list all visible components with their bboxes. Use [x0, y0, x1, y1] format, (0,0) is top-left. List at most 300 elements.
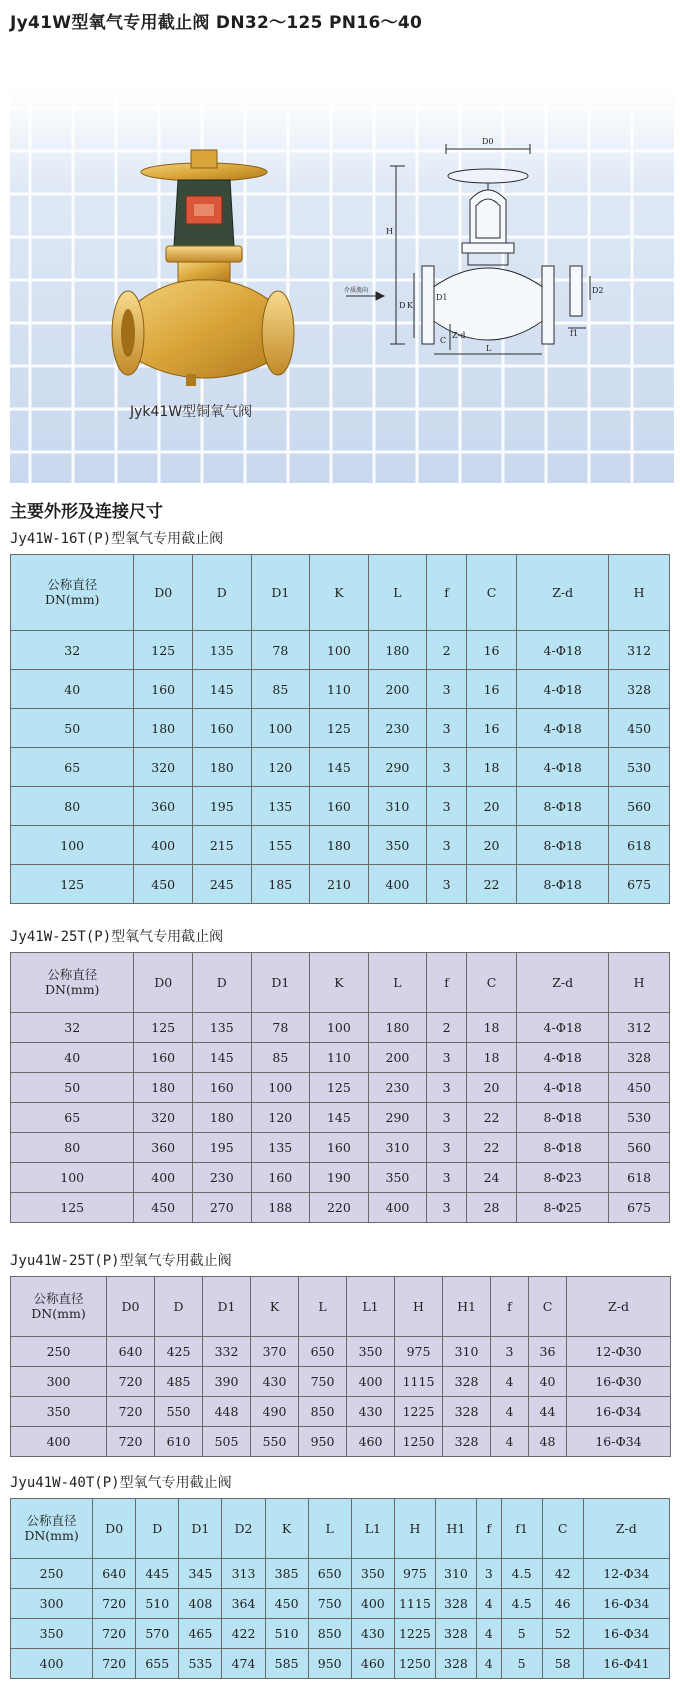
table-cell: 750 — [299, 1367, 347, 1397]
table-cell: 975 — [394, 1559, 435, 1589]
table-cell: 145 — [310, 1103, 369, 1133]
table-cell: 160 — [251, 1163, 310, 1193]
table-cell: 16-Φ34 — [567, 1397, 671, 1427]
header-cell: K — [310, 953, 369, 1013]
table-cell: 510 — [265, 1619, 308, 1649]
header-cell: f1 — [501, 1499, 542, 1559]
table-cell: 4.5 — [501, 1589, 542, 1619]
table-cell: 125 — [134, 1013, 193, 1043]
table-cell: 8-Φ18 — [517, 865, 609, 904]
table-cell: 220 — [310, 1193, 369, 1223]
table-cell: 370 — [251, 1337, 299, 1367]
table-cell: 195 — [192, 1133, 251, 1163]
table-cell: 78 — [251, 631, 310, 670]
table-cell: 125 — [134, 631, 193, 670]
label-d0: D0 — [482, 137, 494, 146]
table-cell: 16-Φ34 — [567, 1427, 671, 1457]
header-cell: C — [466, 953, 516, 1013]
table-cell: 550 — [251, 1427, 299, 1457]
table-cell: 12-Φ30 — [567, 1337, 671, 1367]
header-cell: Z-d — [567, 1277, 671, 1337]
cell-dn: 32 — [11, 631, 134, 670]
table-cell: 510 — [136, 1589, 179, 1619]
page-title: Jy41W型氧气专用截止阀 DN32～125 PN16～40 — [10, 13, 423, 33]
table-cell: 48 — [529, 1427, 567, 1457]
cell-dn: 80 — [11, 1133, 134, 1163]
table-title-2: Jy41W-25T(P)型氧气专用截止阀 — [10, 929, 224, 945]
table-row — [11, 1337, 671, 1367]
table-cell: 320 — [134, 748, 193, 787]
table-cell: 3 — [427, 748, 467, 787]
table-cell: 650 — [308, 1559, 351, 1589]
table-row — [11, 748, 670, 787]
table-cell: 180 — [192, 748, 251, 787]
header-dn — [11, 953, 134, 1013]
table-cell: 8-Φ18 — [517, 1103, 609, 1133]
header-cell: C — [542, 1499, 583, 1559]
table-cell: 1225 — [395, 1397, 443, 1427]
table-cell: 332 — [203, 1337, 251, 1367]
header-cell: f — [491, 1277, 529, 1337]
hero-illustration — [10, 88, 674, 483]
table-cell: 650 — [299, 1337, 347, 1367]
table-cell: 3 — [427, 826, 467, 865]
table-cell: 20 — [466, 826, 516, 865]
table-cell: 230 — [368, 1073, 427, 1103]
table-cell: 3 — [427, 1133, 467, 1163]
table-cell: 5 — [501, 1649, 542, 1679]
table-cell: 328 — [443, 1427, 491, 1457]
table-cell: 78 — [251, 1013, 310, 1043]
table-cell: 490 — [251, 1397, 299, 1427]
table-cell: 4 — [491, 1427, 529, 1457]
table-cell: 180 — [134, 1073, 193, 1103]
header-dn-line1: 公称直径 — [47, 967, 98, 983]
label-flow: 介质流向 — [344, 287, 369, 294]
table-row — [11, 787, 670, 826]
header-cell: f — [476, 1499, 501, 1559]
table-cell: 46 — [542, 1589, 583, 1619]
table-cell: 505 — [203, 1427, 251, 1457]
cell-dn: 65 — [11, 748, 134, 787]
table-cell: 445 — [136, 1559, 179, 1589]
header-cell: D1 — [203, 1277, 251, 1337]
table-row — [11, 631, 670, 670]
table-cell: 20 — [466, 1073, 516, 1103]
header-cell: L — [308, 1499, 351, 1559]
table-cell: 460 — [351, 1649, 394, 1679]
table-row — [11, 1193, 670, 1223]
table-cell: 180 — [192, 1103, 251, 1133]
table-cell: 3 — [427, 1073, 467, 1103]
label-h: H — [386, 227, 393, 236]
table-row — [11, 1649, 670, 1679]
header-cell: D1 — [179, 1499, 222, 1559]
table-cell: 720 — [107, 1397, 155, 1427]
cell-dn: 80 — [11, 787, 134, 826]
table-row — [11, 1589, 670, 1619]
table-row — [11, 826, 670, 865]
table-row — [11, 709, 670, 748]
cell-dn: 350 — [11, 1397, 107, 1427]
header-cell: D — [155, 1277, 203, 1337]
product-hero — [10, 88, 674, 483]
table-cell: 135 — [192, 1013, 251, 1043]
header-cell: K — [310, 555, 369, 631]
table-header-row — [11, 1499, 670, 1559]
table-cell: 16 — [466, 631, 516, 670]
table-cell: 450 — [609, 1073, 670, 1103]
table-cell: 4-Φ18 — [517, 1013, 609, 1043]
table-cell: 560 — [609, 787, 670, 826]
table-cell: 328 — [609, 670, 670, 709]
table-cell: 640 — [107, 1337, 155, 1367]
table-cell: 400 — [134, 1163, 193, 1193]
table-cell: 160 — [134, 670, 193, 709]
table-cell: 4-Φ18 — [517, 1073, 609, 1103]
header-cell: H — [395, 1277, 443, 1337]
table-cell: 190 — [310, 1163, 369, 1193]
table-cell: 290 — [368, 1103, 427, 1133]
table-cell: 675 — [609, 1193, 670, 1223]
table-cell: 530 — [609, 1103, 670, 1133]
table-cell: 36 — [529, 1337, 567, 1367]
table-cell: 58 — [542, 1649, 583, 1679]
table-cell: 618 — [609, 1163, 670, 1193]
table-cell: 215 — [192, 826, 251, 865]
table-cell: 16 — [466, 670, 516, 709]
table-cell: 313 — [222, 1559, 265, 1589]
table-cell: 4 — [476, 1619, 501, 1649]
header-cell: C — [466, 555, 516, 631]
table-cell: 3 — [427, 865, 467, 904]
table-cell: 8-Φ18 — [517, 787, 609, 826]
table-cell: 3 — [427, 1103, 467, 1133]
table-cell: 530 — [609, 748, 670, 787]
table-cell: 180 — [134, 709, 193, 748]
table-cell: 145 — [310, 748, 369, 787]
table-cell: 85 — [251, 670, 310, 709]
table-cell: 4 — [491, 1367, 529, 1397]
spec-table-25t — [10, 952, 670, 1223]
table-cell: 408 — [179, 1589, 222, 1619]
table-cell: 720 — [93, 1649, 136, 1679]
section-heading: 主要外形及连接尺寸 — [10, 502, 163, 522]
table-cell: 185 — [251, 865, 310, 904]
table-cell: 180 — [368, 631, 427, 670]
table-cell: 1115 — [394, 1589, 435, 1619]
table-row — [11, 1043, 670, 1073]
table-cell: 1250 — [394, 1649, 435, 1679]
table-header-row — [11, 1277, 671, 1337]
header-dn — [11, 1277, 107, 1337]
table-cell: 425 — [155, 1337, 203, 1367]
table-cell: 390 — [203, 1367, 251, 1397]
header-cell: H — [609, 953, 670, 1013]
table-cell: 430 — [251, 1367, 299, 1397]
table-cell: 474 — [222, 1649, 265, 1679]
table-cell: 155 — [251, 826, 310, 865]
table-cell: 8-Φ18 — [517, 826, 609, 865]
table-cell: 450 — [609, 709, 670, 748]
table-row — [11, 1133, 670, 1163]
table-cell: 270 — [192, 1193, 251, 1223]
table-cell: 52 — [542, 1619, 583, 1649]
table-cell: 350 — [368, 826, 427, 865]
table-cell: 8-Φ25 — [517, 1193, 609, 1223]
cell-dn: 250 — [11, 1337, 107, 1367]
table-cell: 310 — [368, 787, 427, 826]
table-cell: 720 — [107, 1427, 155, 1457]
header-cell: L1 — [351, 1499, 394, 1559]
label-d2: D2 — [592, 286, 604, 295]
table-cell: 1250 — [395, 1427, 443, 1457]
cell-dn: 40 — [11, 1043, 134, 1073]
table-cell: 310 — [368, 1133, 427, 1163]
table-cell: 22 — [466, 1133, 516, 1163]
table-cell: 310 — [435, 1559, 476, 1589]
table-cell: 4 — [476, 1589, 501, 1619]
cell-dn: 100 — [11, 1163, 134, 1193]
header-cell: C — [529, 1277, 567, 1337]
table-title-1: Jy41W-16T(P)型氧气专用截止阀 — [10, 531, 224, 547]
table-cell: 110 — [310, 670, 369, 709]
table-cell: 560 — [609, 1133, 670, 1163]
table-cell: 450 — [265, 1589, 308, 1619]
table-cell: 364 — [222, 1589, 265, 1619]
table-cell: 328 — [435, 1619, 476, 1649]
table-cell: 18 — [466, 1013, 516, 1043]
header-cell: L — [299, 1277, 347, 1337]
table-cell: 3 — [427, 1193, 467, 1223]
header-dn-line2: DN(mm) — [45, 981, 100, 997]
header-cell: f — [427, 555, 467, 631]
table-title-4: Jyu41W-40T(P)型氧气专用截止阀 — [10, 1475, 232, 1491]
header-dn — [11, 555, 134, 631]
header-cell: Z-d — [517, 555, 609, 631]
table-cell: 950 — [299, 1427, 347, 1457]
table-cell: 655 — [136, 1649, 179, 1679]
table-cell: 4-Φ18 — [517, 670, 609, 709]
header-dn-line2: DN(mm) — [45, 591, 100, 607]
table-cell: 4-Φ18 — [517, 709, 609, 748]
header-cell: D0 — [134, 953, 193, 1013]
table-cell: 570 — [136, 1619, 179, 1649]
table-cell: 290 — [368, 748, 427, 787]
table-cell: 22 — [466, 865, 516, 904]
table-cell: 42 — [542, 1559, 583, 1589]
table-cell: 618 — [609, 826, 670, 865]
header-dn-line1: 公称直径 — [33, 1291, 84, 1307]
table-cell: 230 — [368, 709, 427, 748]
table-cell: 950 — [308, 1649, 351, 1679]
table-cell: 18 — [466, 748, 516, 787]
cell-dn: 40 — [11, 670, 134, 709]
table-cell: 160 — [192, 709, 251, 748]
table-cell: 210 — [310, 865, 369, 904]
header-cell: H1 — [435, 1499, 476, 1559]
table-cell: 160 — [310, 1133, 369, 1163]
table-cell: 350 — [368, 1163, 427, 1193]
table-cell: 18 — [466, 1043, 516, 1073]
header-dn-line1: 公称直径 — [26, 1513, 77, 1529]
header-cell: L — [368, 953, 427, 1013]
table-cell: 312 — [609, 631, 670, 670]
label-l: L — [486, 344, 492, 353]
cell-dn: 350 — [11, 1619, 93, 1649]
table-cell: 400 — [368, 865, 427, 904]
table-cell: 16-Φ41 — [583, 1649, 669, 1679]
table-row — [11, 1559, 670, 1589]
header-cell: H — [609, 555, 670, 631]
header-cell: H — [394, 1499, 435, 1559]
cell-dn: 300 — [11, 1589, 93, 1619]
table-cell: 400 — [134, 826, 193, 865]
label-d: D — [399, 301, 406, 310]
table-cell: 720 — [107, 1367, 155, 1397]
table-cell: 360 — [134, 787, 193, 826]
table-cell: 750 — [308, 1589, 351, 1619]
table-cell: 450 — [134, 1193, 193, 1223]
table-row — [11, 1427, 671, 1457]
table-cell: 16 — [466, 709, 516, 748]
table-cell: 320 — [134, 1103, 193, 1133]
table-cell: 180 — [310, 826, 369, 865]
table-cell: 120 — [251, 1103, 310, 1133]
table-cell: 22 — [466, 1103, 516, 1133]
table-cell: 44 — [529, 1397, 567, 1427]
header-cell: D — [192, 953, 251, 1013]
cell-dn: 50 — [11, 709, 134, 748]
header-cell: K — [251, 1277, 299, 1337]
table-cell: 850 — [299, 1397, 347, 1427]
table-cell: 125 — [310, 1073, 369, 1103]
label-d1: D1 — [436, 293, 448, 302]
table-cell: 328 — [443, 1367, 491, 1397]
table-cell: 4-Φ18 — [517, 1043, 609, 1073]
table-cell: 3 — [427, 1043, 467, 1073]
cell-dn: 50 — [11, 1073, 134, 1103]
table-row — [11, 1367, 671, 1397]
table-cell: 200 — [368, 1043, 427, 1073]
table-cell: 195 — [192, 787, 251, 826]
header-cell: D1 — [251, 953, 310, 1013]
table-row — [11, 1163, 670, 1193]
table-cell: 328 — [443, 1397, 491, 1427]
cell-dn: 32 — [11, 1013, 134, 1043]
header-cell: f — [427, 953, 467, 1013]
header-dn-line2: DN(mm) — [31, 1305, 86, 1321]
table-cell: 328 — [435, 1649, 476, 1679]
table-cell: 3 — [427, 709, 467, 748]
table-cell: 40 — [529, 1367, 567, 1397]
table-cell: 85 — [251, 1043, 310, 1073]
table-cell: 245 — [192, 865, 251, 904]
table-cell: 360 — [134, 1133, 193, 1163]
table-cell: 100 — [310, 1013, 369, 1043]
header-cell: D — [192, 555, 251, 631]
header-cell: D0 — [107, 1277, 155, 1337]
table-cell: 5 — [501, 1619, 542, 1649]
header-dn-line2: DN(mm) — [24, 1527, 79, 1543]
header-cell: L — [368, 555, 427, 631]
table-cell: 135 — [192, 631, 251, 670]
table-cell: 12-Φ34 — [583, 1559, 669, 1589]
header-cell: D2 — [222, 1499, 265, 1559]
table-cell: 16-Φ30 — [567, 1367, 671, 1397]
table-cell: 675 — [609, 865, 670, 904]
table-cell: 125 — [310, 709, 369, 748]
table-cell: 400 — [351, 1589, 394, 1619]
table-cell: 188 — [251, 1193, 310, 1223]
table-cell: 200 — [368, 670, 427, 709]
table-cell: 28 — [466, 1193, 516, 1223]
table-cell: 312 — [609, 1013, 670, 1043]
cell-dn: 65 — [11, 1103, 134, 1133]
table-cell: 160 — [192, 1073, 251, 1103]
cell-dn: 400 — [11, 1427, 107, 1457]
table-cell: 720 — [93, 1619, 136, 1649]
cell-dn: 100 — [11, 826, 134, 865]
table-cell: 465 — [179, 1619, 222, 1649]
table-cell: 400 — [368, 1193, 427, 1223]
header-dn-line1: 公称直径 — [47, 577, 98, 593]
table-cell: 4-Φ18 — [517, 748, 609, 787]
table-cell: 145 — [192, 670, 251, 709]
header-cell: Z-d — [583, 1499, 669, 1559]
table-cell: 16-Φ34 — [583, 1619, 669, 1649]
cell-dn: 125 — [11, 865, 134, 904]
table-cell: 535 — [179, 1649, 222, 1679]
table-cell: 2 — [427, 631, 467, 670]
table-row — [11, 1103, 670, 1133]
table-header-row — [11, 555, 670, 631]
table-cell: 24 — [466, 1163, 516, 1193]
header-cell: D — [136, 1499, 179, 1559]
table-cell: 720 — [93, 1589, 136, 1619]
table-cell: 120 — [251, 748, 310, 787]
table-cell: 310 — [443, 1337, 491, 1367]
cell-dn: 250 — [11, 1559, 93, 1589]
table-cell: 430 — [351, 1619, 394, 1649]
table-cell: 20 — [466, 787, 516, 826]
table-cell: 3 — [491, 1337, 529, 1367]
table-cell: 110 — [310, 1043, 369, 1073]
table-cell: 8-Φ23 — [517, 1163, 609, 1193]
table-cell: 350 — [347, 1337, 395, 1367]
table-cell: 4-Φ18 — [517, 631, 609, 670]
table-cell: 975 — [395, 1337, 443, 1367]
table-cell: 430 — [347, 1397, 395, 1427]
spec-table-u25t — [10, 1276, 671, 1457]
table-cell: 328 — [435, 1589, 476, 1619]
table-cell: 135 — [251, 1133, 310, 1163]
table-cell: 3 — [427, 1163, 467, 1193]
label-zd: Z-d — [452, 331, 466, 340]
label-k: K — [407, 301, 413, 310]
table-row — [11, 670, 670, 709]
table-cell: 100 — [310, 631, 369, 670]
table-cell: 345 — [179, 1559, 222, 1589]
header-cell: D0 — [134, 555, 193, 631]
table-row — [11, 1619, 670, 1649]
table-cell: 16-Φ34 — [583, 1589, 669, 1619]
table-cell: 640 — [93, 1559, 136, 1589]
cell-dn: 300 — [11, 1367, 107, 1397]
cell-dn: 125 — [11, 1193, 134, 1223]
table-cell: 460 — [347, 1427, 395, 1457]
table-cell: 4 — [491, 1397, 529, 1427]
